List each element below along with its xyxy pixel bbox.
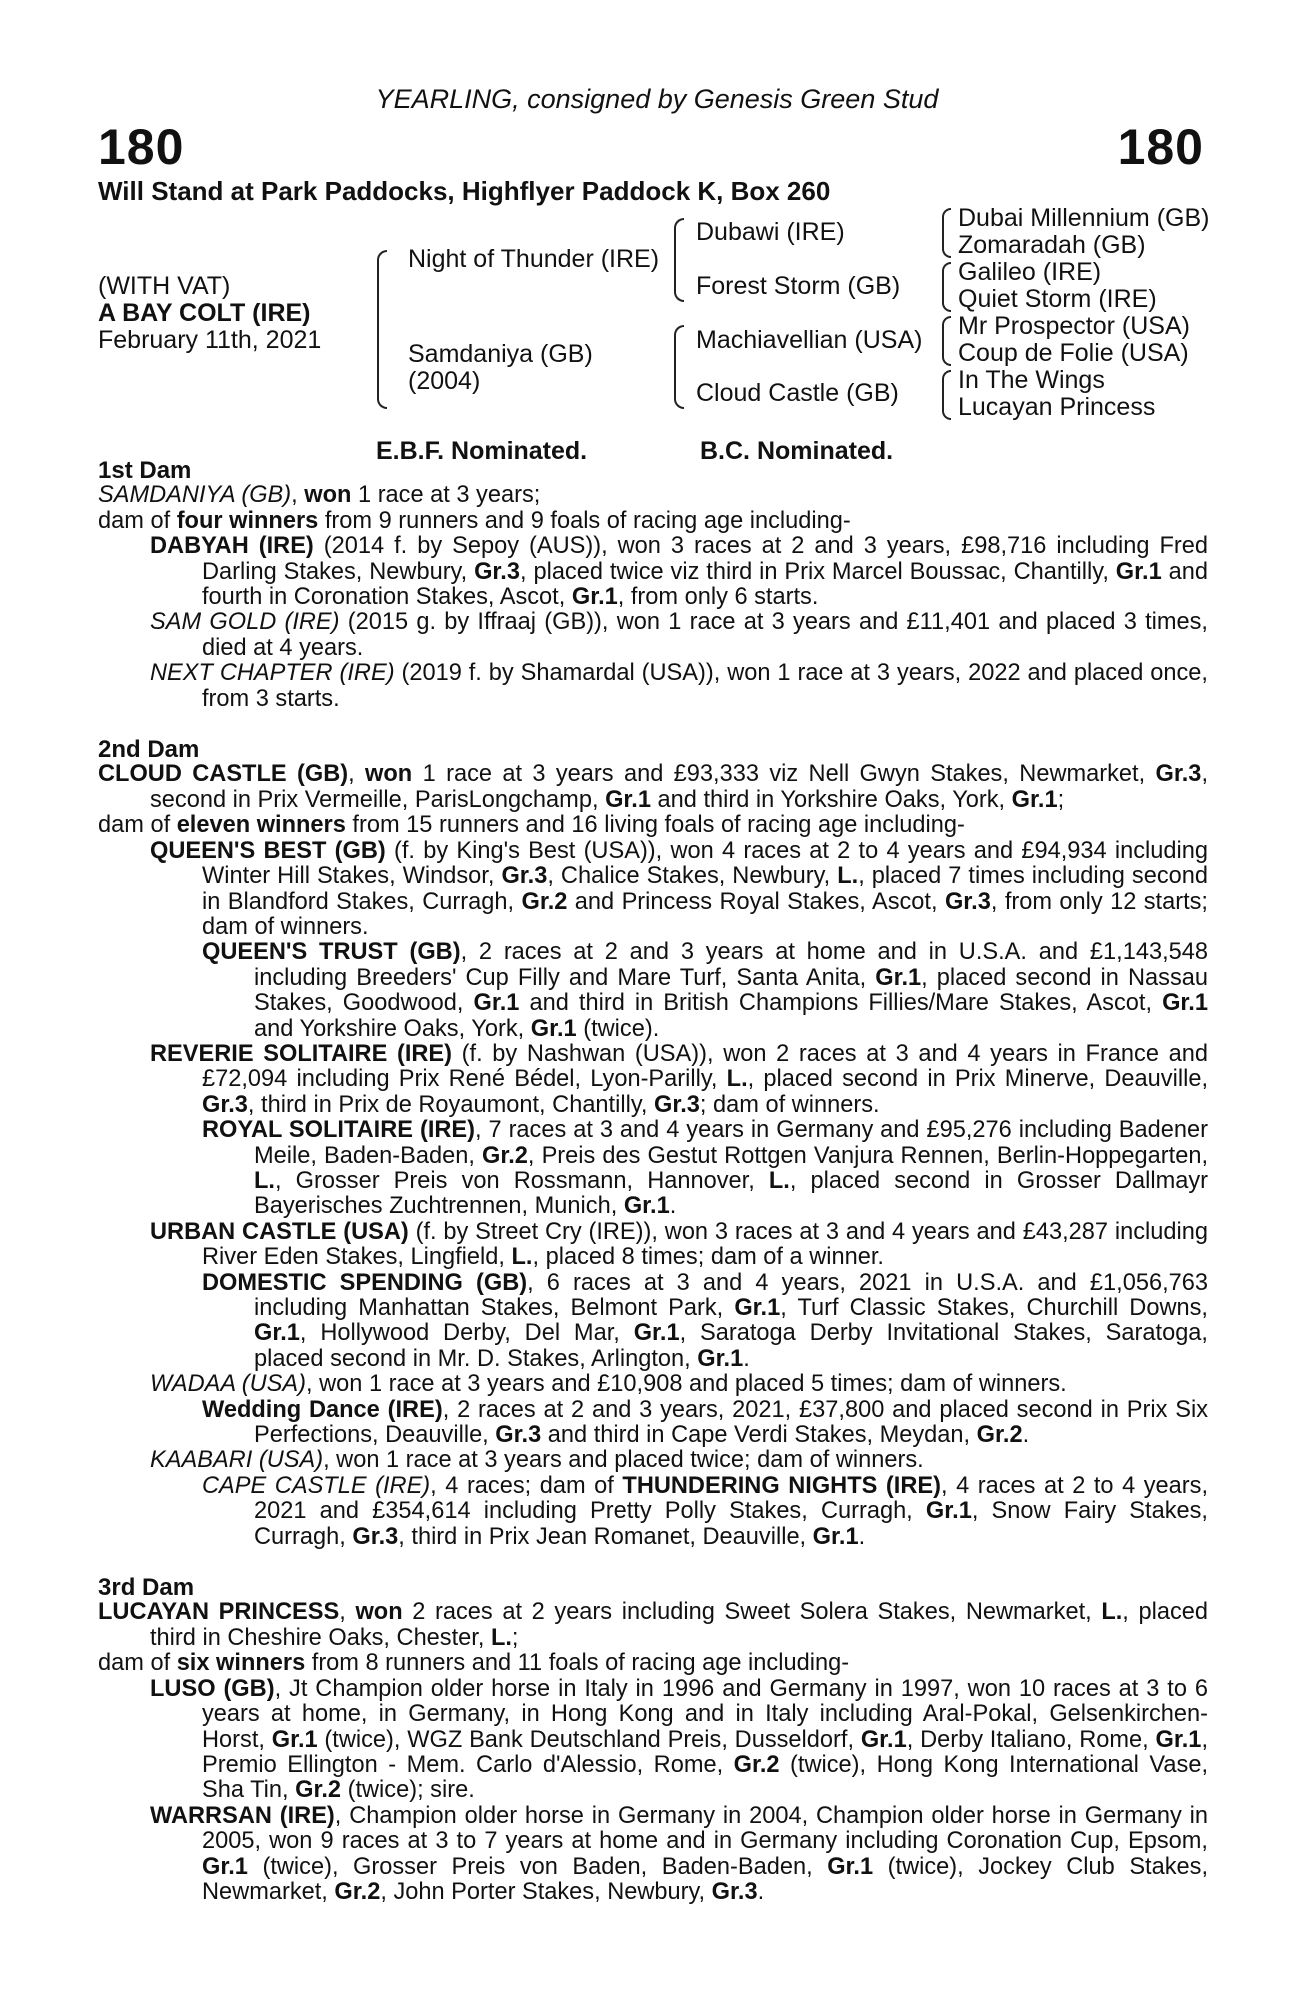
brace-g3-4 [942, 370, 951, 420]
dam-sire: Machiavellian (USA) [696, 326, 923, 354]
dam: Samdaniya (GB) [408, 340, 593, 368]
great-grandsire-7: In The Wings [958, 366, 1105, 394]
dam-dam: Cloud Castle (GB) [696, 379, 899, 407]
progeny-royal-solitaire: ROYAL SOLITAIRE (IRE), 7 races at 3 and 4 years in Germany and £95,276 including Badener Meile, Baden-Baden, Gr.2, Preis des Gestut Rottgen Vanjura Rennen, Berlin-Hoppegarten, L., Grosser Preis von Rossmann, Hannover, L., placed second in Grosser Dallmayr Bayerisches Zuchtrennen, Munich, Gr.1. [202, 1117, 1209, 1220]
dam1-summary: SAMDANIYA (GB), won 1 race at 3 years; [98, 482, 541, 509]
progeny-luso: LUSO (GB), Jt Champion older horse in Italy in 1996 and Germany in 1997, won 10 races at 3 to 6 years at home, in Germany, in Hong Kong and in Italy including Aral-Pokal, Gelsenkirchen-Horst, Gr.1 (twice), WGZ Bank Deutschland Preis, Dusseldorf, Gr.1, Derby Italiano, Rome, Gr.1, Premio Ellington - Mem. Carlo d'Alessio, Rome, Gr.2 (twice), Hong Kong International Vase, Sha Tin, Gr.2 (twice); sire. [150, 1675, 1208, 1804]
progeny-kaabari: KAABARI (USA), won 1 race at 3 years and placed twice; dam of winners. [150, 1447, 924, 1474]
progeny-cape-castle: CAPE CASTLE (IRE), 4 races; dam of THUNDERING NIGHTS (IRE), 4 races at 2 to 4 years, 2021 and £354,614 including Pretty Polly Stakes, Curragh, Gr.1, Snow Fairy Stakes, Curragh, Gr.3, third in Prix Jean Romanet, Deauville, Gr.1. [202, 1472, 1209, 1550]
great-grandsire-3: Galileo (IRE) [958, 258, 1102, 286]
dam3-summary: LUCAYAN PRINCESS, won 2 races at 2 years including Sweet Solera Stakes, Newmarket, L., placed third in Cheshire Oaks, Chester, L.; [98, 1599, 1208, 1651]
sire: Night of Thunder (IRE) [408, 245, 660, 273]
progeny-warrsan: WARRSAN (IRE), Champion older horse in Germany in 2004, Champion older horse in Germany in 2005, won 9 races at 3 to 7 years at home and in Germany including Coronation Cup, Epsom, Gr.1 (twice), Grosser Preis von Baden, Baden-Baden, Gr.1 (twice), Jockey Club Stakes, Newmarket, Gr.2, John Porter Stakes, Newbury, Gr.3. [150, 1802, 1208, 1905]
lot-number-left: 180 [98, 119, 185, 175]
sire-sire: Dubawi (IRE) [696, 218, 845, 246]
brace-g3-3 [942, 316, 951, 366]
great-granddam-4: Quiet Storm (IRE) [958, 285, 1157, 313]
vat-note: (WITH VAT) [98, 272, 231, 300]
great-grandsire-1: Dubai Millennium (GB) [958, 204, 1210, 232]
dam2-heading: 2nd Dam [98, 736, 200, 764]
progeny-sam-gold: SAM GOLD (IRE) (2015 g. by Iffraaj (GB)), won 1 race at 3 years and £11,401 and placed 3 times, died at 4 years. [150, 609, 1208, 661]
brace-g3-1 [942, 208, 951, 258]
progeny-queens-trust: QUEEN'S TRUST (GB), 2 races at 2 and 3 years at home and in U.S.A. and £1,143,548 including Breeders' Cup Filly and Mare Turf, Santa Anita, Gr.1, placed second in Nassau Stakes, Goodwood, Gr.1 and third in British Champions Fillies/Mare Stakes, Ascot, Gr.1 and Yorkshire Oaks, York, Gr.1 (twice). [202, 939, 1208, 1042]
progeny-urban-castle: URBAN CASTLE (USA) (f. by Street Cry (IRE)), won 3 races at 3 and 4 years and £43,287 including River Eden Stakes, Lingfield, L., placed 8 times; dam of a winner. [150, 1218, 1208, 1271]
dam3-produce-summary: dam of six winners from 8 runners and 11 foals of racing age including- [98, 1650, 850, 1677]
stand-location: Will Stand at Park Paddocks, Highflyer Paddock K, Box 260 [98, 176, 831, 206]
great-granddam-6: Coup de Folie (USA) [958, 339, 1189, 367]
lot-number-right: 180 [1117, 119, 1204, 175]
dam-year: (2004) [408, 367, 481, 395]
brace-sire-line [674, 218, 684, 302]
dam2-produce-summary: dam of eleven winners from 15 runners and 16 living foals of racing age including- [98, 812, 965, 839]
progeny-wadaa: WADAA (USA), won 1 race at 3 years and £10,908 and placed 5 times; dam of winners. [150, 1371, 1067, 1398]
progeny-queens-best: QUEEN'S BEST (GB) (f. by King's Best (USA)), won 4 races at 2 to 4 years and £94,934 including Winter Hill Stakes, Windsor, Gr.3, Chalice Stakes, Newbury, L., placed 7 times including second in Blandford Stakes, Curragh, Gr.2 and Princess Royal Stakes, Ascot, Gr.3, from only 12 starts; dam of winners. [150, 837, 1209, 940]
horse-dob: February 11th, 2021 [98, 326, 322, 354]
progeny-reverie-solitaire: REVERIE SOLITAIRE (IRE) (f. by Nashwan (USA)), won 2 races at 3 and 4 years in France and £72,094 including Prix René Bédel, Lyon-Parilly, L., placed second in Prix Minerve, Deauville, Gr.3, third in Prix de Royaumont, Chantilly, Gr.3; dam of winners. [150, 1040, 1208, 1118]
progeny-next-chapter: NEXT CHAPTER (IRE) (2019 f. by Shamardal (USA)), won 1 race at 3 years, 2022 and placed once, from 3 starts. [150, 660, 1208, 712]
horse-name: A BAY COLT (IRE) [98, 299, 311, 327]
catalogue-header: YEARLING, consigned by Genesis Green Stud [375, 84, 939, 114]
great-granddam-8: Lucayan Princess [958, 393, 1156, 421]
dam2-summary: CLOUD CASTLE (GB), won 1 race at 3 years and £93,333 viz Nell Gwyn Stakes, Newmarket, Gr.3, second in Prix Vermeille, ParisLongchamp, Gr.1 and third in Yorkshire Oaks, York, Gr.1; [98, 761, 1208, 813]
ebf-nomination: E.B.F. Nominated. [376, 437, 588, 465]
progeny-domestic-spending: DOMESTIC SPENDING (GB), 6 races at 3 and 4 years, 2021 in U.S.A. and £1,056,763 including Manhattan Stakes, Belmont Park, Gr.1, Turf Classic Stakes, Churchill Downs, Gr.1, Hollywood Derby, Del Mar, Gr.1, Saratoga Derby Invitational Stakes, Saratoga, placed second in Mr. D. Stakes, Arlington, Gr.1. [202, 1269, 1208, 1372]
progeny-dabyah: DABYAH (IRE) (2014 f. by Sepoy (AUS)), won 3 races at 2 and 3 years, £98,716 including Fred Darling Stakes, Newbury, Gr.3, placed twice viz third in Prix Marcel Boussac, Chantilly, Gr.1 and fourth in Coronation Stakes, Ascot, Gr.1, from only 6 starts. [150, 533, 1208, 611]
dam1-heading: 1st Dam [98, 457, 192, 484]
great-grandsire-5: Mr Prospector (USA) [958, 312, 1190, 340]
progeny-wedding-dance: Wedding Dance (IRE), 2 races at 2 and 3 years, 2021, £37,800 and placed second in Prix Six Perfections, Deauville, Gr.3 and third in Cape Verdi Stakes, Meydan, Gr.2. [202, 1396, 1209, 1449]
brace-g3-2 [942, 262, 951, 312]
bc-nomination: B.C. Nominated. [700, 437, 894, 465]
dam3-heading: 3rd Dam [98, 1574, 195, 1602]
brace-generation-1 [377, 250, 387, 409]
catalogue-body [98, 458, 1208, 1905]
dam1-produce-summary: dam of four winners from 9 runners and 9 foals of racing age including- [98, 507, 851, 534]
great-granddam-2: Zomaradah (GB) [958, 231, 1146, 259]
sire-dam: Forest Storm (GB) [696, 272, 901, 300]
brace-dam-line [674, 325, 684, 409]
